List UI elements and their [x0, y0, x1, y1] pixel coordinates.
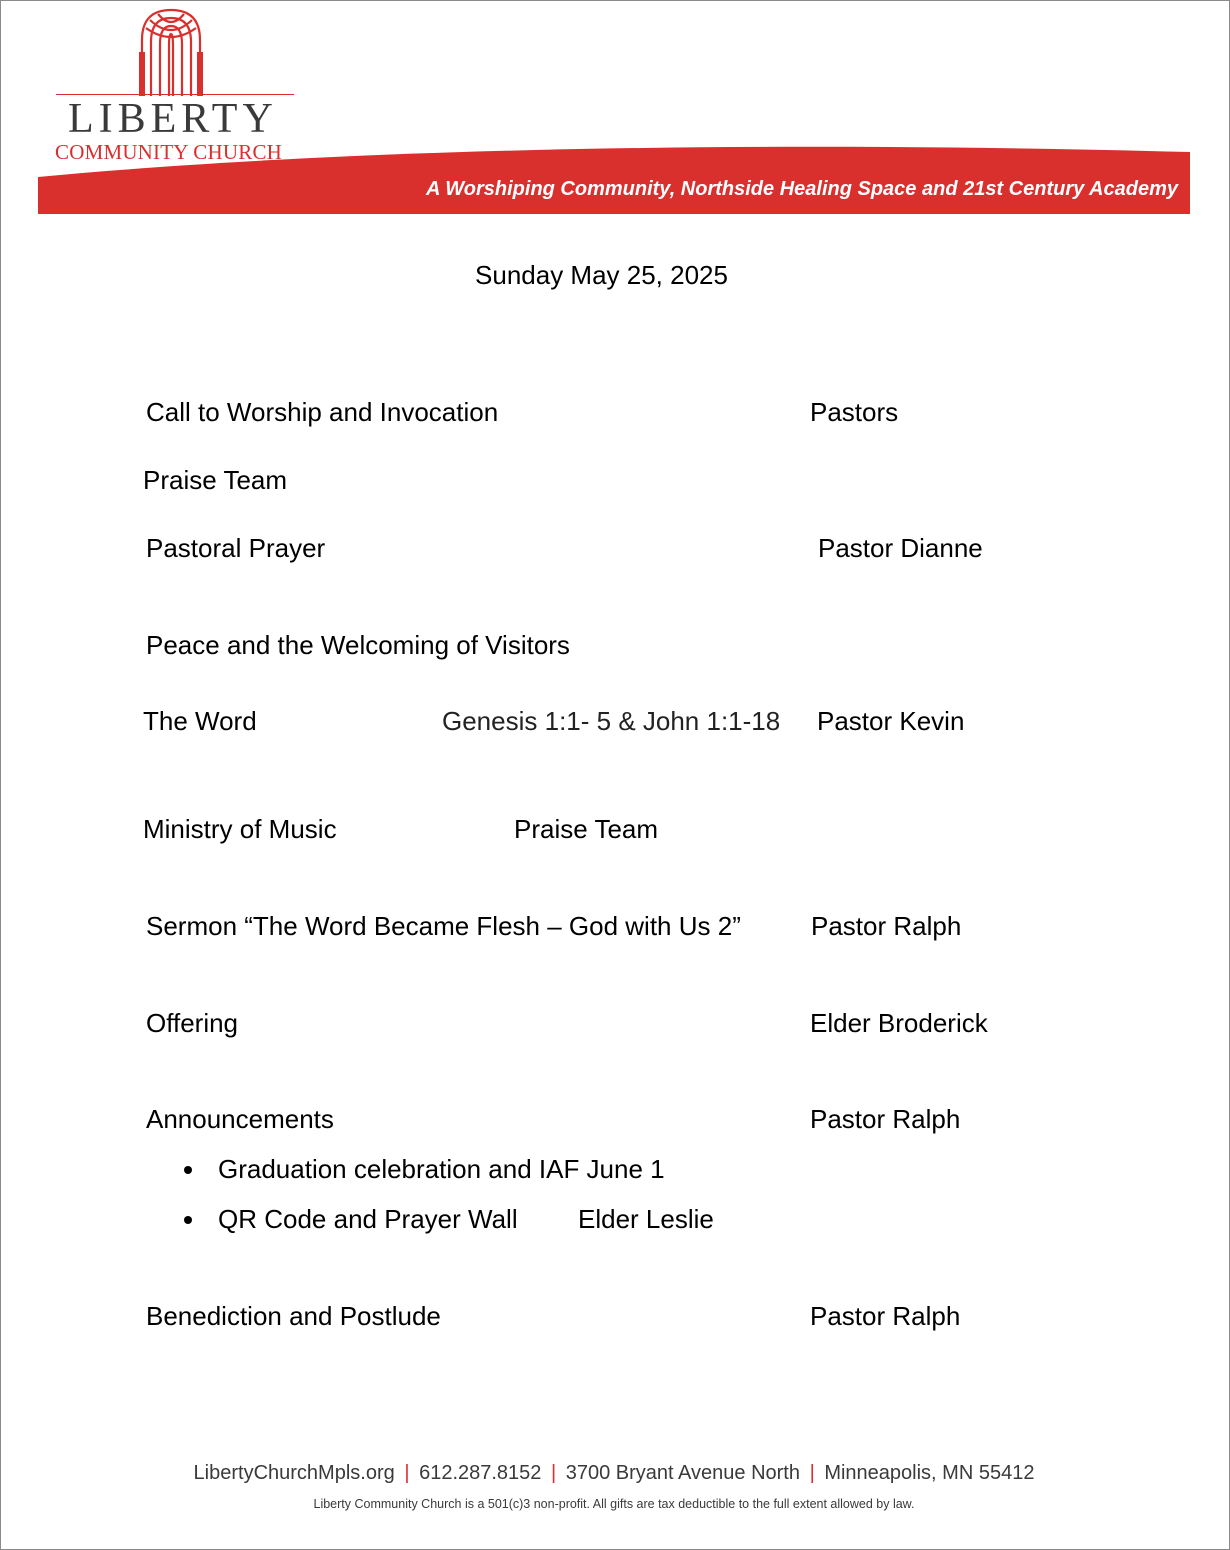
logo-subtitle: COMMUNITY CHURCH	[55, 140, 283, 164]
bullet-icon	[184, 1216, 192, 1224]
announcement-bullet-leader: Elder Leslie	[578, 1204, 714, 1234]
benediction-item: Benediction and Postlude	[146, 1301, 441, 1331]
music-item: Ministry of Music	[143, 814, 337, 844]
offering-leader: Elder Broderick	[810, 1008, 988, 1038]
pastoral-prayer-leader: Pastor Dianne	[818, 533, 983, 563]
footer-city: Minneapolis, MN 55412	[824, 1462, 1035, 1484]
call-to-worship-leader: Pastors	[810, 397, 899, 427]
footer-note: Liberty Community Church is a 501(c)3 non-profit. All gifts are tax deductible to the full extent allowed by law.	[313, 1497, 915, 1511]
music-leader: Praise Team	[514, 814, 659, 844]
footer-website-link[interactable]: LibertyChurchMpls.org	[193, 1462, 395, 1484]
service-date: Sunday May 25, 2025	[475, 260, 728, 290]
footer-contact	[0, 1462, 1228, 1485]
the-word-leader: Pastor Kevin	[817, 706, 965, 736]
call-to-worship-item: Call to Worship and Invocation	[146, 397, 499, 427]
logo-name: LIBERTY	[68, 96, 278, 142]
footer-address: 3700 Bryant Avenue North	[565, 1462, 800, 1484]
offering-item: Offering	[146, 1008, 239, 1038]
bullet-icon	[184, 1166, 192, 1174]
footer-separator: |	[550, 1462, 557, 1484]
praise-team-item: Praise Team	[143, 465, 288, 495]
announcement-bullet: QR Code and Prayer Wall	[218, 1204, 518, 1234]
the-word-item: The Word	[143, 706, 257, 736]
sermon-leader: Pastor Ralph	[811, 911, 962, 941]
the-word-scripture: Genesis 1:1- 5 & John 1:1-18	[442, 706, 781, 736]
announcement-bullet: Graduation celebration and IAF June 1	[218, 1154, 665, 1184]
tagline-banner	[38, 140, 1190, 216]
tagline: A Worshiping Community, Northside Healing Space and 21st Century Academy	[426, 178, 1178, 200]
announcements-leader: Pastor Ralph	[810, 1104, 961, 1134]
footer-separator: |	[809, 1462, 815, 1484]
benediction-leader: Pastor Ralph	[810, 1301, 961, 1331]
footer-separator: |	[404, 1462, 410, 1484]
peace-item: Peace and the Welcoming of Visitors	[146, 630, 570, 660]
footer-phone: 612.287.8152	[419, 1462, 542, 1484]
pastoral-prayer-item: Pastoral Prayer	[146, 533, 326, 563]
logo-divider	[56, 94, 294, 95]
arch-logo-icon	[136, 6, 206, 98]
sermon-item: Sermon “The Word Became Flesh – God with Us 2”	[146, 911, 741, 941]
announcements-item: Announcements	[146, 1104, 334, 1134]
